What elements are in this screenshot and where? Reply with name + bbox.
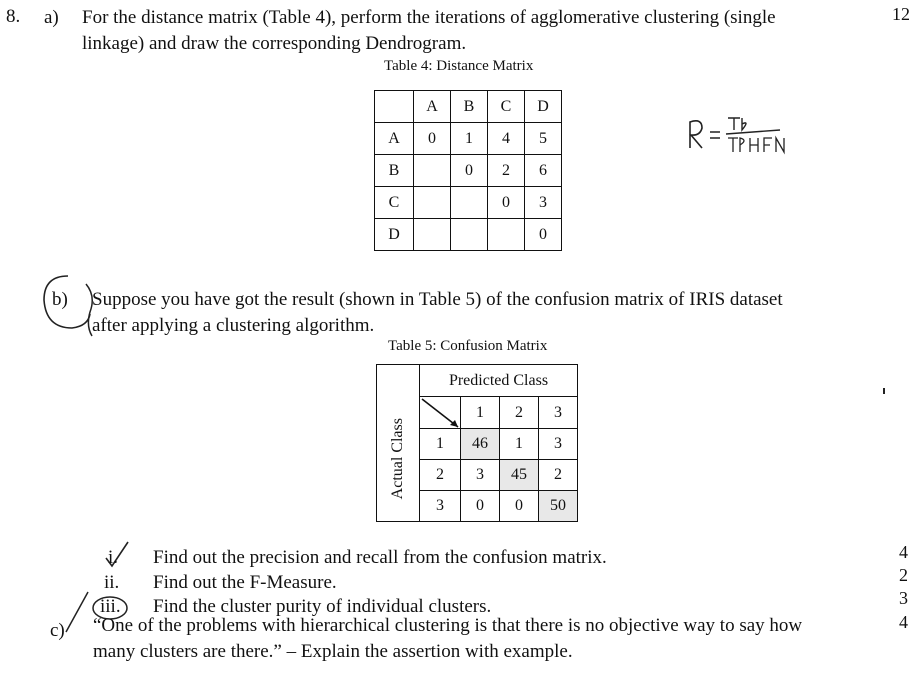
table4-col-header: B (451, 91, 488, 123)
table4-row-label: D (375, 219, 414, 251)
table4-cell: 5 (525, 123, 562, 155)
diagonal-arrow-icon (420, 397, 460, 429)
part-c-marks: 4 (899, 612, 908, 632)
table4-corner (375, 91, 414, 123)
part-a-label: a) (44, 7, 59, 28)
table4-cell: 3 (525, 187, 562, 219)
table4-cell: 0 (451, 155, 488, 187)
subpart-iii-marks: 3 (899, 588, 908, 608)
table4-cell (414, 219, 451, 251)
table4-row (375, 155, 562, 187)
table5-cell: 0 (500, 491, 539, 522)
table4-cell (451, 187, 488, 219)
table5-diagonal-cell (420, 397, 461, 429)
table5-col-header: 2 (500, 397, 539, 429)
table5-row-label: 3 (420, 491, 461, 522)
part-c-line-1: “One of the problems with hierarchical clustering is that there is no objective way to say how (93, 615, 803, 636)
table4-cell (451, 219, 488, 251)
subpart-ii-marks: 2 (899, 565, 908, 585)
table4-cell: 6 (525, 155, 562, 187)
subpart-i-label: i. (108, 547, 119, 568)
table5-caption: Table 5: Confusion Matrix (388, 338, 548, 354)
marks-total: 12 (892, 4, 910, 24)
table4-row (375, 123, 562, 155)
table4-col-header: A (414, 91, 451, 123)
actual-class-header: Actual Class (389, 418, 406, 500)
table5-row-label: 2 (420, 460, 461, 491)
question-number: 8. (6, 6, 21, 27)
stray-mark (883, 388, 885, 394)
table5-cell: 46 (461, 429, 500, 460)
table4-row (375, 219, 562, 251)
table5-cell: 50 (539, 491, 578, 522)
margin-check-mark (62, 588, 92, 638)
table4-cell: 0 (414, 123, 451, 155)
table4-cell (414, 155, 451, 187)
subpart-i-marks: 4 (899, 542, 908, 562)
table4-cell: 1 (451, 123, 488, 155)
table4-cell: 0 (488, 187, 525, 219)
table4-cell (414, 187, 451, 219)
part-b-label: b) (52, 289, 68, 310)
table4-cell: 2 (488, 155, 525, 187)
table5-row-label: 1 (420, 429, 461, 460)
table5-cell: 0 (461, 491, 500, 522)
table4-row-label: B (375, 155, 414, 187)
part-c-line-2: many clusters are there.” – Explain the assertion with example. (93, 641, 573, 662)
table5-cell: 45 (500, 460, 539, 491)
table4-cell: 4 (488, 123, 525, 155)
confusion-matrix-table (376, 364, 578, 522)
part-c-label: c) (50, 620, 65, 641)
predicted-class-header: Predicted Class (420, 365, 578, 397)
table5-cell: 3 (461, 460, 500, 491)
part-a-line-1: For the distance matrix (Table 4), perform the iterations of agglomerative clustering (single (82, 7, 776, 28)
subpart-iii-text: Find the cluster purity of individual clusters. (153, 596, 492, 617)
distance-matrix-table (374, 90, 562, 251)
table4-row-label: A (375, 123, 414, 155)
table5-col-header: 3 (539, 397, 578, 429)
subpart-iii-label: iii. (100, 596, 121, 617)
table4-col-header: D (525, 91, 562, 123)
part-b-line-1: Suppose you have got the result (shown in Table 5) of the confusion matrix of IRIS dataset (92, 289, 783, 310)
subpart-ii-label: ii. (104, 572, 120, 593)
part-b-line-2: after applying a clustering algorithm. (92, 315, 375, 336)
table5-col-header: 1 (461, 397, 500, 429)
actual-class-header-cell (377, 397, 420, 522)
table4-cell (488, 219, 525, 251)
part-a-line-2: linkage) and draw the corresponding Dendrogram. (82, 33, 467, 54)
table4-row (375, 187, 562, 219)
handwritten-recall-formula (680, 108, 790, 160)
table5-cell: 2 (539, 460, 578, 491)
table4-caption: Table 4: Distance Matrix (384, 58, 534, 74)
table4-col-header: C (488, 91, 525, 123)
subpart-ii-text: Find out the F-Measure. (153, 572, 337, 593)
table4-cell: 0 (525, 219, 562, 251)
table4-row-label: C (375, 187, 414, 219)
table5-cell: 3 (539, 429, 578, 460)
table5-corner (377, 365, 420, 397)
table5-cell: 1 (500, 429, 539, 460)
subpart-i-text: Find out the precision and recall from the confusion matrix. (153, 547, 607, 568)
